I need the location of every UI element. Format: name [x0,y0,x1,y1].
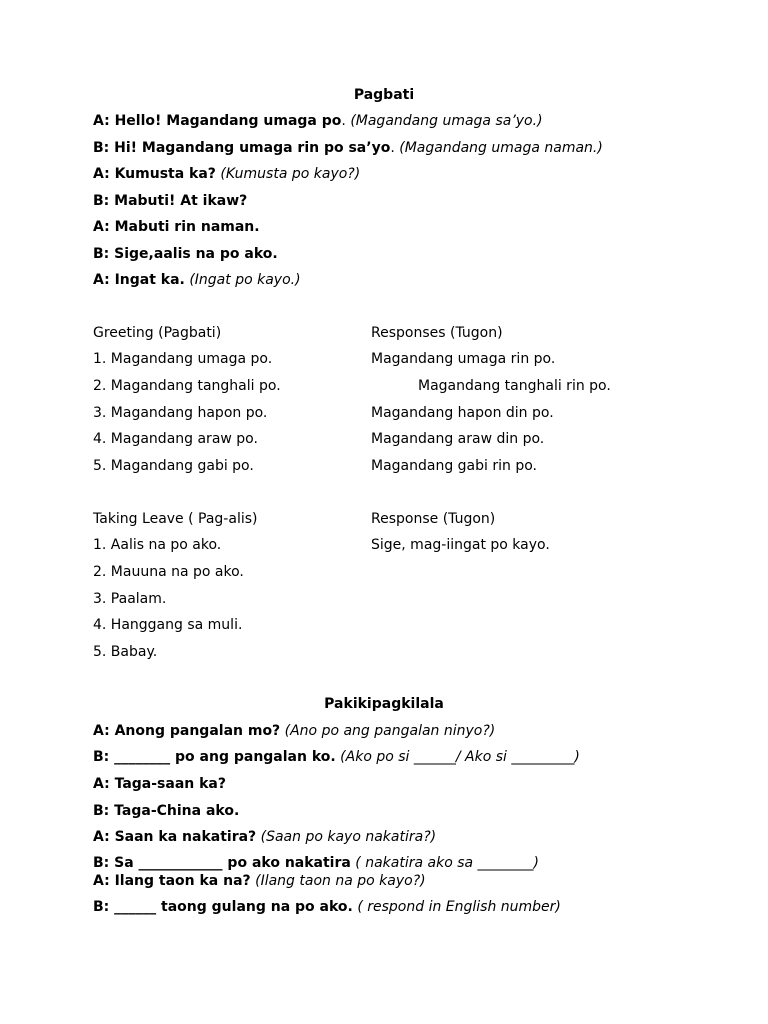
greeting-item: 2. Magandang tanghali po. [93,378,281,394]
dialogue-line: A: Mabuti rin naman. [93,219,260,235]
response-header: Responses (Tugon) [371,325,503,341]
dialogue-line: A: Hello! Magandang umaga po. (Magandang umaga sa’yo.) [93,113,543,129]
response-item: Magandang umaga rin po. [371,351,556,367]
dialogue-line: B: Mabuti! At ikaw? [93,193,248,209]
greeting-item: 3. Magandang hapon po. [93,405,268,421]
leave-response-header: Response (Tugon) [371,511,496,527]
dialogue-line: A: Anong pangalan mo? (Ano po ang pangalan ninyo?) [93,723,496,739]
dialogue-line: A: Ilang taon ka na? (Ilang taon na po kayo?) [93,873,426,889]
dialogue-line: B: Sa ____________ po ako nakatira ( nakatira ako sa ________) [93,855,539,871]
dialogue-line: A: Saan ka nakatira? (Saan po kayo nakatira?) [93,829,437,845]
section-title: Pagbati [353,87,415,103]
dialogue-line: B: Sige,aalis na po ako. [93,246,278,262]
leave-header: Taking Leave ( Pag-alis) [93,511,258,527]
greeting-header: Greeting (Pagbati) [93,325,222,341]
response-item: Magandang gabi rin po. [371,458,537,474]
greeting-item: 5. Magandang gabi po. [93,458,254,474]
dialogue-line: A: Taga-saan ka? [93,776,226,792]
leave-response-item: Sige, mag-iingat po kayo. [371,537,550,553]
response-item: Magandang tanghali rin po. [418,378,611,394]
leave-item: 5. Babay. [93,644,158,660]
section-title: Pakikipagkilala [324,696,444,712]
dialogue-line: A: Kumusta ka? (Kumusta po kayo?) [93,166,361,182]
leave-item: 1. Aalis na po ako. [93,537,222,553]
dialogue-line: B: ______ taong gulang na po ako. ( respond in English number) [93,899,561,915]
dialogue-line: A: Ingat ka. (Ingat po kayo.) [93,272,301,288]
response-item: Magandang hapon din po. [371,405,554,421]
response-item: Magandang araw din po. [371,431,545,447]
greeting-item: 4. Magandang araw po. [93,431,258,447]
dialogue-line: B: ________ po ang pangalan ko. (Ako po si ______/ Ako si _________) [93,749,580,765]
dialogue-line: B: Taga-China ako. [93,803,240,819]
leave-item: 3. Paalam. [93,591,167,607]
leave-item: 4. Hanggang sa muli. [93,617,243,633]
greeting-item: 1. Magandang umaga po. [93,351,273,367]
dialogue-line: B: Hi! Magandang umaga rin po sa’yo. (Magandang umaga naman.) [93,140,603,156]
leave-item: 2. Mauuna na po ako. [93,564,244,580]
